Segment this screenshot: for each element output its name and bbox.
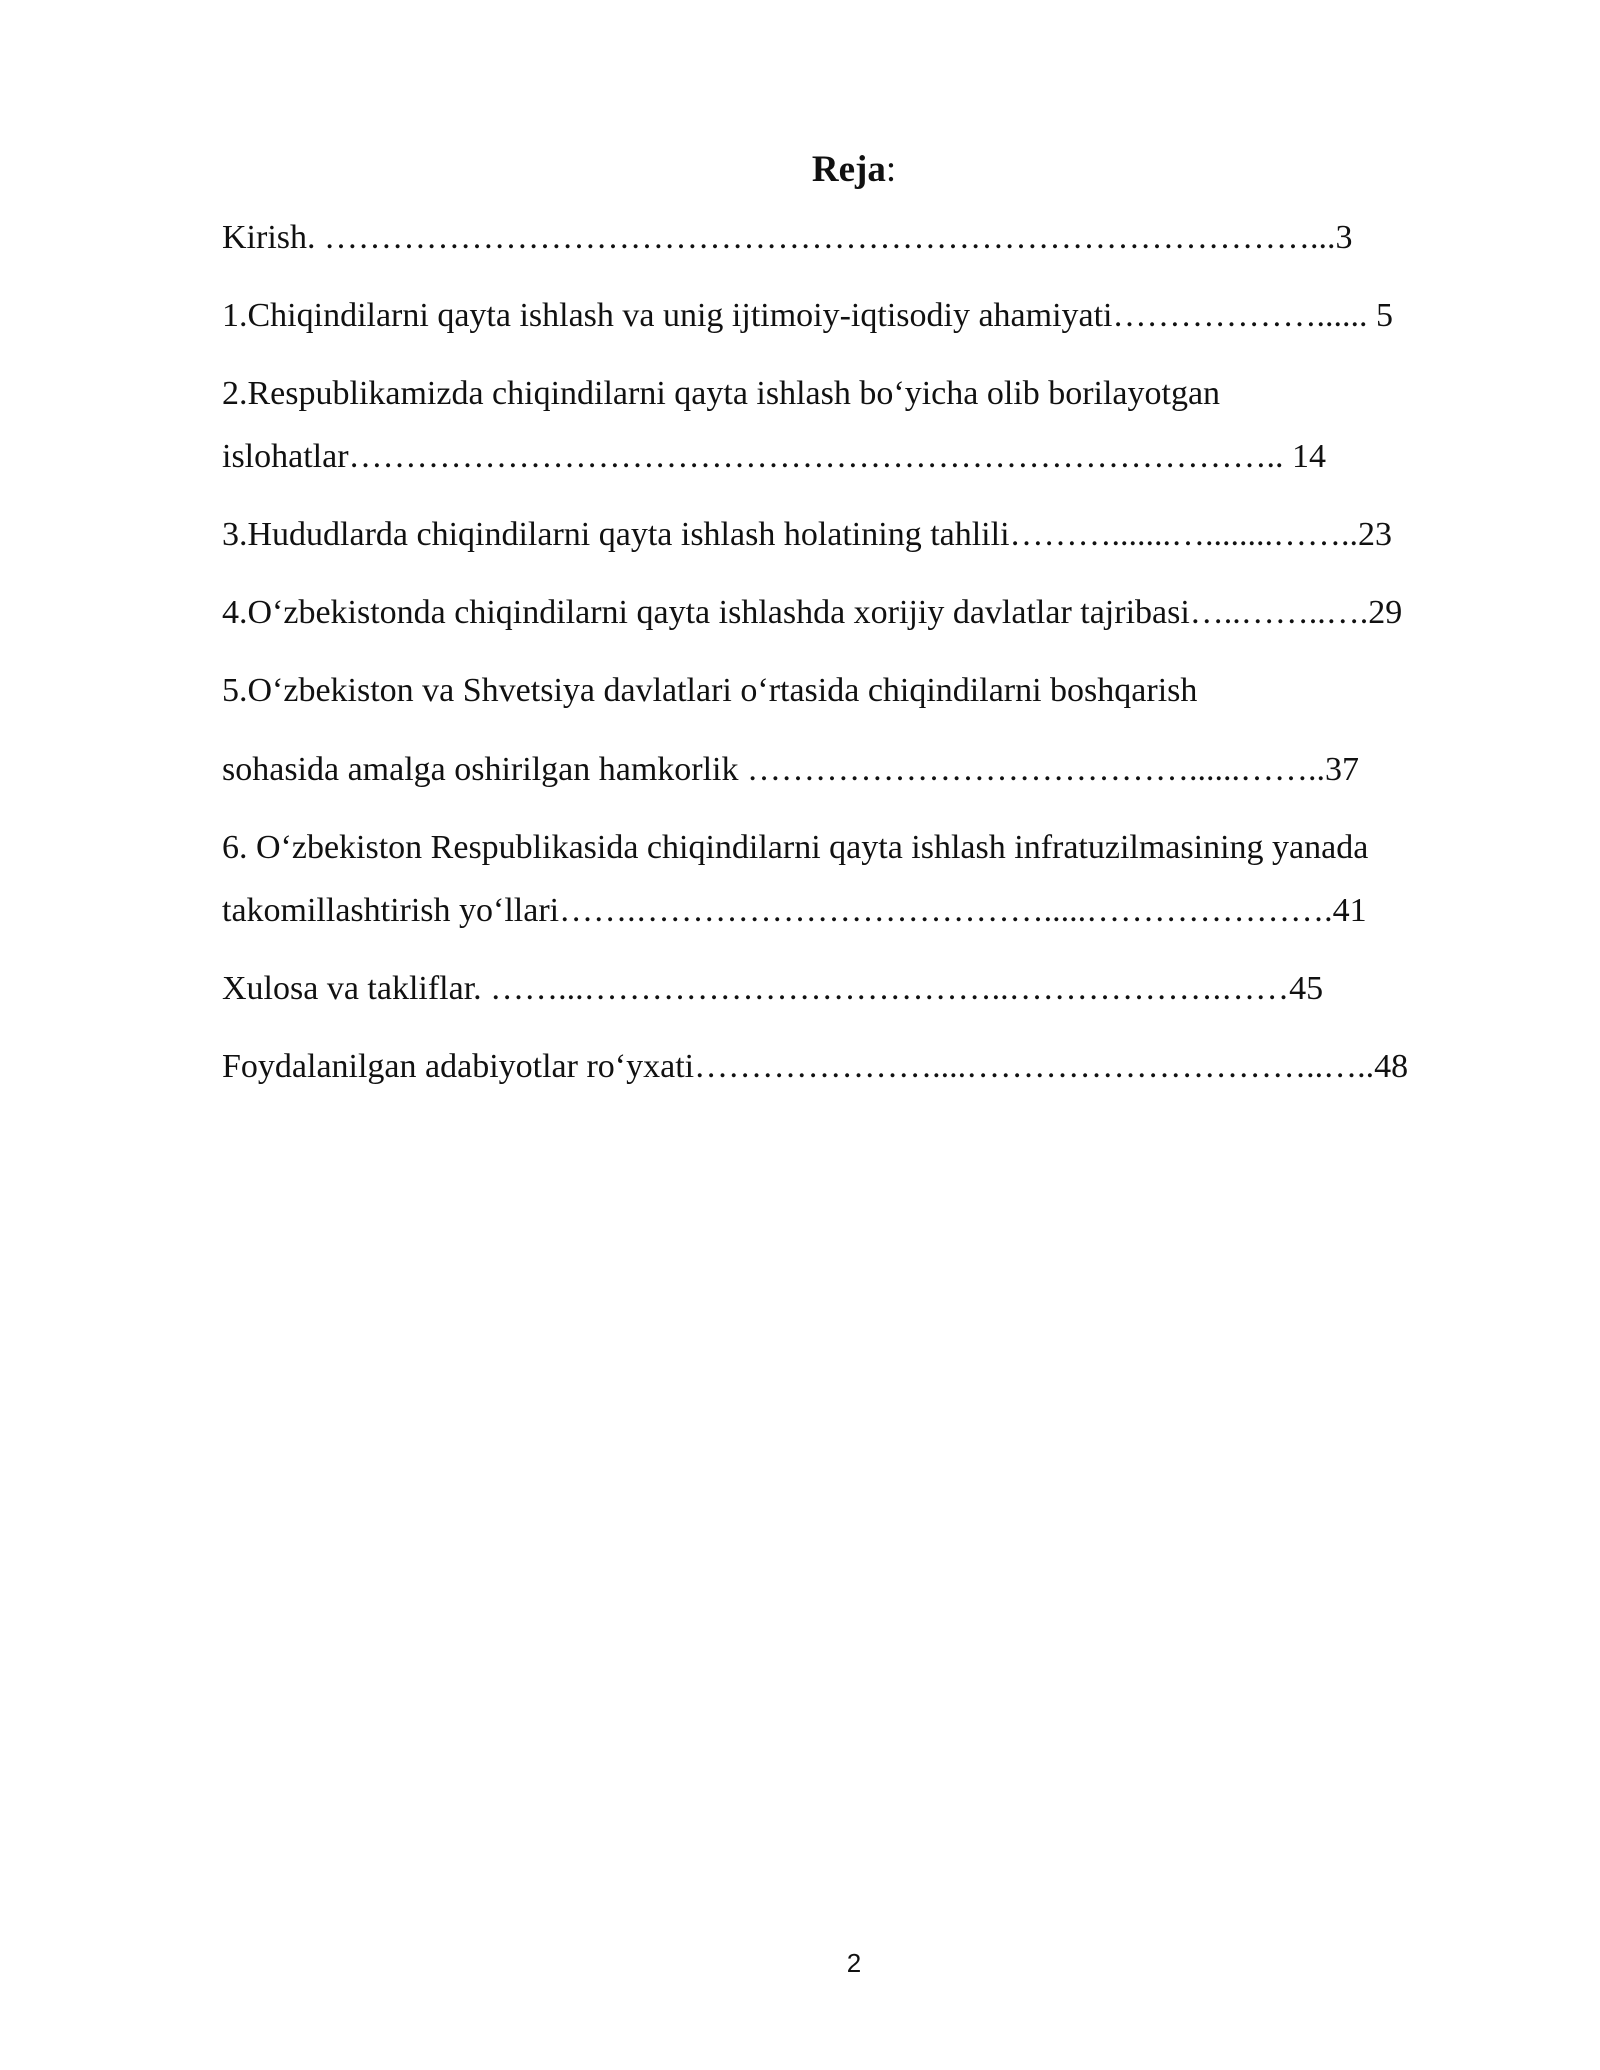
toc-entry-4: 4.O‘zbekistonda chiqindilarni qayta ishlashda xorijiy davlatlar tajribasi…..……..….29 [222, 594, 1403, 631]
toc-entry-6-line-2: takomillashtirish yo‘llari…….……………………………….....………………….41 [222, 892, 1367, 929]
title-colon: : [885, 149, 897, 190]
page-title [0, 148, 1600, 192]
title-text: Reja [811, 149, 886, 190]
toc-entry-5-line-1: 5.O‘zbekiston va Shvetsiya davlatlari o‘rtasida chiqindilarni boshqarish [222, 672, 1198, 709]
toc-entry-3: 3.Hududlarda chiqindilarni qayta ishlash holatining tahlili……….......…........……..23 [222, 516, 1393, 553]
toc-entry-kirish: Kirish. ……………………………………………………………………………...3 [222, 219, 1353, 256]
toc-entry-xulosa: Xulosa va takliflar. ……...………………………………..……………….……45 [222, 970, 1324, 1007]
toc-entry-1: 1.Chiqindilarni qayta ishlash va unig ijtimoiy-iqtisodiy ahamiyati………………...... 5 [222, 297, 1394, 334]
toc-entry-5-line-2: sohasida amalga oshirilgan hamkorlik …………………………………......……..37 [222, 751, 1359, 788]
toc-entry-2-line-2: islohatlar……………………………………………………………………….. 14 [222, 438, 1327, 475]
toc-entry-adabiyotlar: Foydalanilgan adabiyotlar ro‘yxati…………………....…………………………..…..48 [222, 1048, 1409, 1085]
page-number: 2 [846, 1948, 862, 1978]
toc-entry-2-line-1: 2.Respublikamizda chiqindilarni qayta ishlash bo‘yicha olib borilayotgan [222, 375, 1221, 412]
toc-entry-6-line-1: 6. O‘zbekiston Respublikasida chiqindilarni qayta ishlash infratuzilmasining yanada [222, 829, 1369, 866]
